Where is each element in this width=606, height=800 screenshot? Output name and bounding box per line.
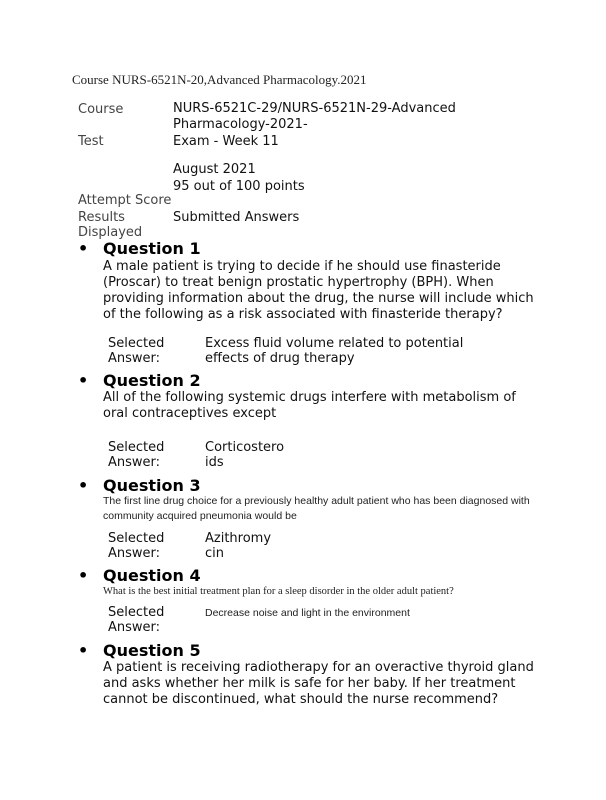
attempt-score-label: Attempt Score bbox=[78, 193, 172, 208]
question-4-title: Question 4 bbox=[103, 566, 201, 585]
question-1-title: Question 1 bbox=[103, 239, 201, 258]
question-bullet: • bbox=[78, 476, 89, 495]
question-5-text: A patient is receiving radiotherapy for an overactive thyroid gland and asks whether her milk is safe for her baby. If her treatment cannot be discontinued, what should the nurse recommend? bbox=[103, 660, 534, 707]
question-3-text: The first line drug choice for a previously healthy adult patient who has been diagnosed with community acquired pneumonia would be bbox=[103, 495, 530, 522]
question-1-text: A male patient is trying to decide if he should use finasteride (Proscar) to treat benign prostatic hypertrophy (BPH). When providing information about the drug, the nurse will include which of the following as a risk associated with finasteride therapy? bbox=[103, 259, 534, 322]
test-value: Exam - Week 11 bbox=[173, 134, 279, 149]
question-2-answer-label: Selected Answer: bbox=[108, 440, 165, 470]
question-1-answer-label: Selected Answer: bbox=[108, 336, 165, 366]
question-3-answer-label: Selected Answer: bbox=[108, 531, 165, 561]
course-label: Course bbox=[78, 102, 124, 117]
question-5-title: Question 5 bbox=[103, 641, 201, 660]
question-4-answer: Decrease noise and light in the environment bbox=[205, 607, 410, 619]
course-value: NURS-6521C-29/NURS-6521N-29-Advanced Pharmacology-2021- bbox=[173, 101, 456, 132]
results-displayed-label: Results Displayed bbox=[78, 210, 143, 240]
question-bullet: • bbox=[78, 371, 89, 390]
question-bullet: • bbox=[78, 566, 89, 585]
question-bullet: • bbox=[78, 239, 89, 258]
question-4-text: What is the best initial treatment plan for a sleep disorder in the older adult patient? bbox=[103, 586, 454, 597]
question-4-answer-label: Selected Answer: bbox=[108, 605, 165, 635]
test-label: Test bbox=[78, 134, 104, 149]
question-2-answer: Corticosteroids bbox=[205, 440, 285, 470]
results-displayed-value: Submitted Answers bbox=[173, 210, 300, 225]
test-date: August 2021 bbox=[173, 162, 256, 177]
question-2-text: All of the following systemic drugs interfere with metabolism of oral contraceptives except bbox=[103, 390, 516, 421]
document-title: Course NURS-6521N-20,Advanced Pharmacology.2021 bbox=[72, 72, 367, 87]
question-3-answer: Azithromycin bbox=[205, 531, 272, 561]
score-value: 95 out of 100 points bbox=[173, 179, 305, 194]
question-2-title: Question 2 bbox=[103, 371, 201, 390]
question-1-answer: Excess fluid volume related to potential effects of drug therapy bbox=[205, 336, 464, 366]
question-3-title: Question 3 bbox=[103, 476, 201, 495]
question-bullet: • bbox=[78, 641, 89, 660]
